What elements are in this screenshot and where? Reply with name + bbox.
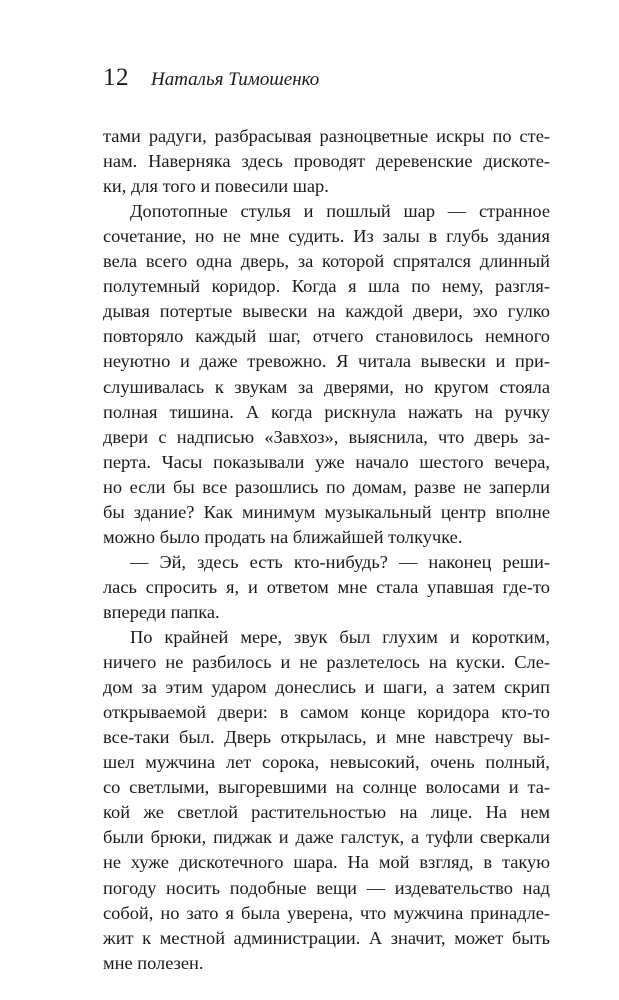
text-line: По крайней мере, звук был глухим и коротким, (130, 627, 550, 647)
text-line: со светлыми, выгоревшими на солнце волосами и та- (103, 777, 550, 797)
text-line: все-таки был. Дверь открылась, и мне навстречу вы- (103, 727, 550, 747)
text-line: шел мужчина лет сорока, невысокий, очень полный, (103, 752, 550, 772)
text-line: не хуже дискотечного шара. На мой взгляд, в такую (103, 852, 550, 872)
text-line: двери с надписью «Завхоз», выяснила, что дверь за- (103, 427, 550, 447)
text-line: полная тишина. А когда рискнула нажать на ручку (103, 402, 550, 422)
text-line: вела всего одна дверь, за которой спрятался длинный (103, 251, 550, 271)
text-line: тами радуги, разбрасывая разноцветные искры по сте- (103, 126, 550, 146)
text-line: лась спросить я, и ответом мне стала упавшая где-то (103, 577, 550, 597)
text-line: но если бы все разошлись по домам, разве не заперли (103, 477, 550, 497)
text-line: дом за этим ударом донеслись и шаги, а затем скрип (103, 677, 550, 697)
text-line: впереди папка. (103, 602, 220, 622)
text-line: бы здание? Как минимум музыкальный центр вполне (103, 502, 550, 522)
text-line: можно было продать на ближайшей толкучке. (103, 527, 463, 547)
running-head (103, 64, 319, 94)
text-line: сочетание, но не мне судить. Из залы в глубь здания (103, 226, 550, 246)
text-line: Допотопные стулья и пошлый шар — странное (130, 201, 550, 221)
text-line: жит к местной администрации. А значит, может быть (103, 928, 550, 948)
text-line: кой же светлой растительностью на лице. На нем (103, 802, 550, 822)
page-number: 12 (103, 64, 129, 91)
text-line: ки, для того и повесили шар. (103, 176, 329, 196)
text-line: неуютно и даже тревожно. Я читала вывески и при- (103, 351, 550, 371)
text-line: погоду носить подобные вещи — издевательство над (103, 878, 550, 898)
text-line: слушивалась к звукам за дверями, но кругом стояла (103, 377, 550, 397)
text-line: — Эй, здесь есть кто-нибудь? — наконец реши- (130, 552, 550, 572)
text-line: дывая потертые вывески на каждой двери, эхо гулко (103, 301, 550, 321)
text-line: повторяло каждый шаг, отчего становилось немного (103, 326, 550, 346)
text-line: ничего не разбилось и не разлетелось на куски. Сле- (103, 652, 550, 672)
text-line: открываемой двери: в самом конце коридора кто-то (103, 702, 550, 722)
text-line: мне полезен. (103, 953, 204, 973)
text-line: полутемный коридор. Когда я шла по нему, разгля- (103, 276, 550, 296)
text-line: перта. Часы показывали уже начало шестого вечера, (103, 452, 550, 472)
running-head-author: Наталья Тимошенко (151, 69, 320, 90)
text-line: были брюки, пиджак и даже галстук, а туфли сверкали (103, 827, 550, 847)
text-line: собой, но зато я была уверена, что мужчина принадле- (103, 903, 550, 923)
text-line: нам. Наверняка здесь проводят деревенские дискоте- (103, 151, 550, 171)
